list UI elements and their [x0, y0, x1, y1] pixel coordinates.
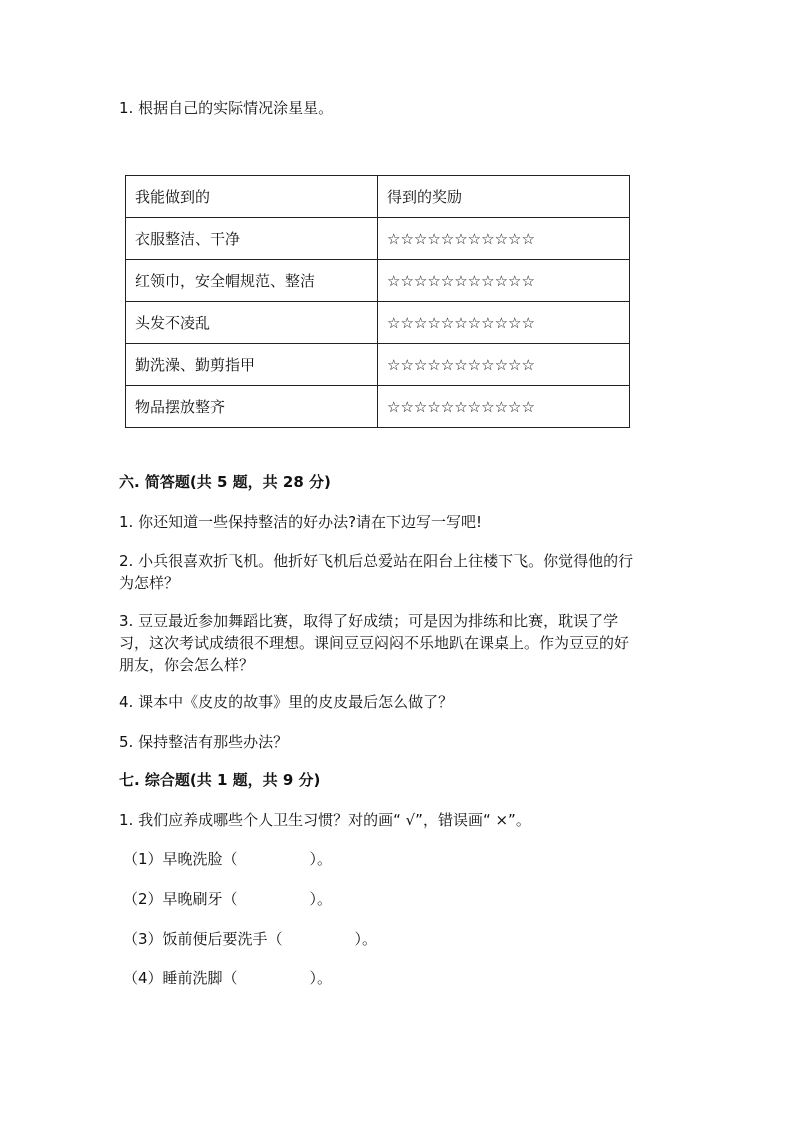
behavior-cell: 物品摆放整齐	[126, 386, 378, 428]
behavior-cell: 红领巾，安全帽规范、整洁	[126, 260, 378, 302]
behavior-cell: 头发不凌乱	[126, 302, 378, 344]
habit-item-label: （1）早晚洗脸（	[123, 850, 238, 868]
habit-item-end: ）。	[354, 930, 378, 948]
habit-item-label: （3）饭前便后要洗手（	[123, 930, 283, 948]
habit-item-end: ）。	[309, 890, 333, 908]
table-row	[126, 260, 630, 302]
section6-q1: 1. 你还知道一些保持整洁的好办法?请在下边写一写吧!	[119, 513, 483, 531]
section6-q5: 5. 保持整洁有那些办法？	[119, 733, 289, 751]
habit-item	[123, 889, 332, 909]
behavior-cell: 勤洗澡、勤剪指甲	[126, 344, 378, 386]
section6-q3-line3: 朋友，你会怎么样？	[119, 656, 255, 674]
habit-item	[123, 929, 377, 949]
stars-cell[interactable]: ☆☆☆☆☆☆☆☆☆☆☆	[378, 260, 630, 302]
table-header-cell: 我能做到的	[126, 176, 378, 218]
section6-title: 六. 简答题(共 5 题，共 28 分)	[119, 473, 331, 491]
habit-item-label: （4）睡前洗脚（	[123, 969, 238, 987]
stars-cell[interactable]: ☆☆☆☆☆☆☆☆☆☆☆	[378, 218, 630, 260]
section6-q2-line2: 为怎样？	[119, 574, 180, 592]
section6-q2-line1: 2. 小兵很喜欢折飞机。他折好飞机后总爱站在阳台上往楼下飞。你觉得他的行	[119, 552, 634, 570]
habit-item-label: （2）早晚刷牙（	[123, 890, 238, 908]
table-row	[126, 302, 630, 344]
reward-table	[125, 175, 630, 428]
table-header-row	[126, 176, 630, 218]
table-row	[126, 344, 630, 386]
section6-q3-line2: 习，这次考试成绩很不理想。课间豆豆闷闷不乐地趴在课桌上。作为豆豆的好	[119, 634, 630, 652]
stars-cell[interactable]: ☆☆☆☆☆☆☆☆☆☆☆	[378, 386, 630, 428]
section7-title: 七. 综合题(共 1 题，共 9 分)	[119, 771, 321, 789]
table-header-cell: 得到的奖励	[378, 176, 630, 218]
habit-item	[123, 968, 332, 988]
section6-q4: 4. 课本中《皮皮的故事》里的皮皮最后怎么做了？	[119, 693, 454, 711]
habit-item-end: ）。	[309, 850, 333, 868]
habit-item-end: ）。	[309, 969, 333, 987]
stars-cell[interactable]: ☆☆☆☆☆☆☆☆☆☆☆	[378, 344, 630, 386]
table-row	[126, 218, 630, 260]
stars-cell[interactable]: ☆☆☆☆☆☆☆☆☆☆☆	[378, 302, 630, 344]
section6-q3-line1: 3. 豆豆最近参加舞蹈比赛，取得了好成绩；可是因为排练和比赛，耽误了学	[119, 612, 619, 630]
behavior-cell: 衣服整洁、干净	[126, 218, 378, 260]
q1-intro: 1. 根据自己的实际情况涂星星。	[119, 99, 334, 117]
section7-q1: 1. 我们应养成哪些个人卫生习惯？对的画“ √”，错误画“ ×”。	[119, 811, 531, 829]
habit-item	[123, 849, 332, 869]
table-row	[126, 386, 630, 428]
